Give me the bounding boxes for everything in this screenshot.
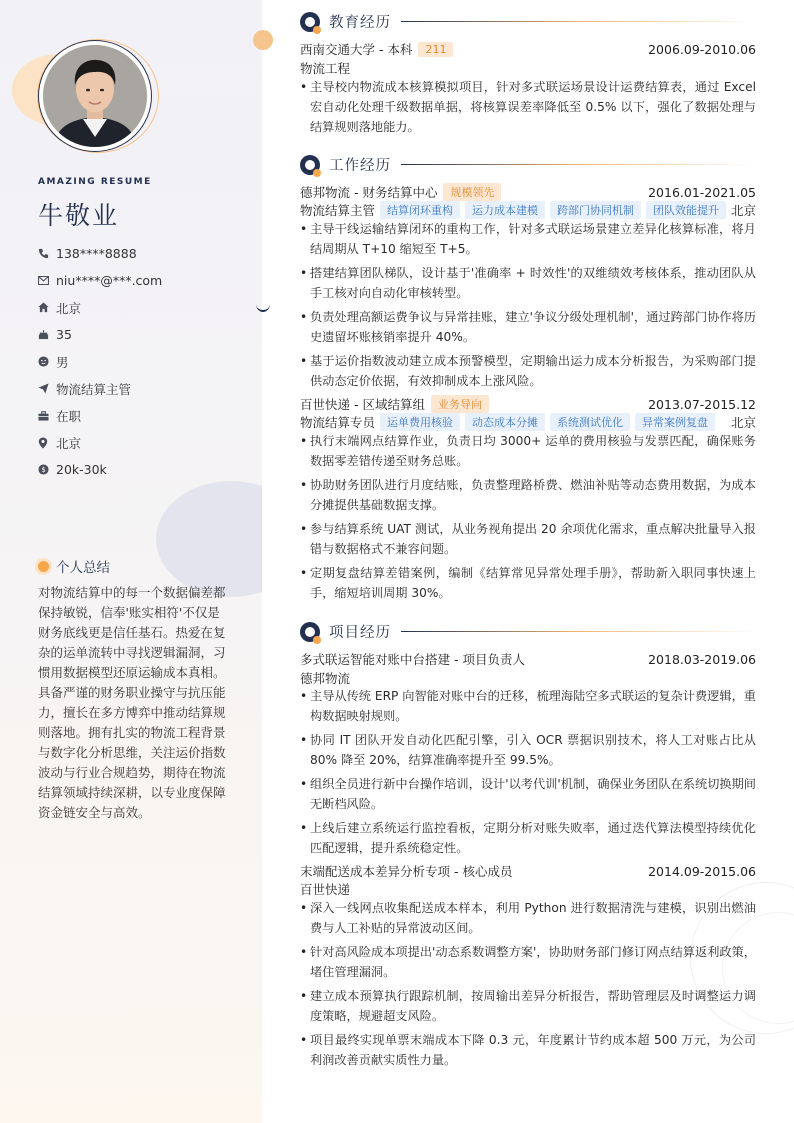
project-header [300,650,756,668]
info-status [38,402,248,429]
info-salary [38,456,248,483]
info-text: 物流结算主管 [56,381,132,397]
info-age [38,321,248,348]
mail-icon [38,276,56,285]
job-role: 物流结算专员 [300,415,376,430]
decorative-circle [253,30,273,50]
section-divider [401,21,756,22]
money-icon [38,464,56,475]
job-date: 2016.01-2021.05 [648,184,756,200]
info-text: 138****8888 [56,246,137,261]
list-item: • 针对高风险成本项提出'动态系数调整方案'，协助财务部门修订网点结算返利政策，堵住管理漏洞。 [300,942,756,982]
info-position [38,375,248,402]
section-title: 工作经历 [329,158,391,174]
summary-text: 对物流结算中的每一个数据偏差都保持敏锐，信奉'账实相符'不仅是财务底线更是信任基石。热爱在复杂的运单流转中寻找逻辑漏洞，习惯用数据模型还原运输成本真相。具备严谨的财务职业操守与抗压能力，擅长在多方博弈中推动结算规则落地。拥有扎实的物流工程背景与数字化分析思维，关注运价指数波动与行业合规趋势，期待在物流结算领域持续深耕，以专业度保障资金链安全与高效。 [38,585,226,820]
candidate-name: 牛敬业 [38,201,120,230]
list-item: • 搭建结算团队梯队，设计基于'准确率 + 时效性'的双维绩效考核体系，推动团队从手工核对向自动化审核转型。 [300,263,756,303]
phone-icon [38,248,56,259]
work-section-header [300,154,756,175]
avatar [38,40,152,152]
education-section-header [300,11,756,32]
job-role: 物流结算主管 [300,203,376,218]
section-title: 项目经历 [329,625,391,641]
list-item: • 负责处理高额运费争议与异常挂账，建立'争议分级处理机制'，通过跨部门协作将历史遗留坏账核销率提升 40%。 [300,307,756,347]
summary-heading [38,556,110,576]
project-org: 百世快递 [300,882,351,897]
skill-tag: 运力成本建模 [465,201,545,219]
profile-photo [43,45,147,147]
section-divider [401,164,756,165]
skill-tag: 结算闭环重构 [380,201,460,219]
company-badge: 业务导向 [431,395,489,413]
info-phone [38,240,248,267]
job-header [300,395,756,413]
skill-tag: 动态成本分摊 [465,413,545,431]
education-row [300,40,756,58]
info-home [38,294,248,321]
section-icon [300,12,320,32]
svg-text:$: $ [41,465,46,474]
skill-tag: 运单费用核验 [380,413,460,431]
job-date: 2013.07-2015.12 [648,396,756,412]
info-text: 20k-30k [56,462,107,477]
list-item: • 主导干线运输结算闭环的重构工作，针对多式联运场景建立差异化核算标准，将月结周期从 T+10 缩短至 T+5。 [300,219,756,259]
project-name: 多式联运智能对账中台搭建 - 项目负责人 [300,652,525,667]
company-name: 德邦物流 - 财务结算中心 [300,185,438,200]
job-role-row [300,201,756,219]
person-icon [38,356,56,367]
project-org: 德邦物流 [300,671,351,686]
send-icon [38,383,56,394]
info-text: 在职 [56,408,82,424]
skill-tag: 系统测试优化 [550,413,630,431]
job-bullets [300,431,756,607]
info-text: 北京 [56,300,82,316]
section-divider [401,631,756,632]
list-item: • 项目最终实现单票末端成本下降 0.3 元，年度累计节约成本超 500 万元，为公司利润改善贡献实质性力量。 [300,1030,756,1070]
skill-tag: 跨部门协同机制 [550,201,641,219]
info-email [38,267,248,294]
resume-eyebrow: AMAZING RESUME [38,177,152,187]
summary-title: 个人总结 [56,560,110,576]
project-header [300,862,756,880]
list-item: • 参与结算系统 UAT 测试，从业务视角提出 20 余项优化需求，重点解决批量导入报错与数据格式不兼容问题。 [300,519,756,559]
home-icon [38,302,56,313]
info-text: 男 [56,354,69,370]
info-text: 35 [56,327,72,342]
decorative-arc [256,296,270,312]
list-item: • 上线后建立系统运行监控看板，定期分析对账失败率，通过迭代算法模型持续优化匹配逻辑，提升系统稳定性。 [300,818,756,858]
section-icon [300,622,320,642]
info-gender [38,348,248,375]
section-title: 教育经历 [329,15,391,31]
list-item: • 主导从传统 ERP 向智能对账中台的迁移，梳理海陆空多式联运的复杂计费逻辑，重构数据映射规则。 [300,686,756,726]
list-item: • 执行末端网点结算作业，负责日均 3000+ 运单的费用核验与发票匹配，确保账务数据零差错传递至财务总账。 [300,431,756,471]
school-name: 西南交通大学 - 本科 [300,42,413,57]
list-item: • 建立成本预算执行跟踪机制，按周输出差异分析报告，帮助管理层及时调整运力调度策略，规避超支风险。 [300,986,756,1026]
job-bullets [300,219,756,395]
company-name: 百世快递 - 区域结算组 [300,397,425,412]
projects-section-header [300,621,756,642]
skill-tag: 异常案例复盘 [635,413,715,431]
dot-icon [38,561,49,572]
project-name: 末端配送成本差异分析专项 - 核心成员 [300,864,513,879]
company-badge: 规模领先 [443,183,501,201]
list-item: • 定期复盘结算差错案例，编制《结算常见异常处理手册》，帮助新入职同事快速上手，缩短培训周期 30%。 [300,563,756,603]
list-item: • 协助财务团队进行月度结账，负责整理路桥费、燃油补贴等动态费用数据，为成本分摊提供基础数据支撑。 [300,475,756,515]
job-city: 北京 [730,203,756,218]
list-item: • 基于运价指数波动建立成本预警模型，定期输出运力成本分析报告，为采购部门提供动态定价依据，有效抑制成本上涨风险。 [300,351,756,391]
education-date: 2006.09-2010.06 [648,41,756,57]
school-badge: 211 [418,42,453,57]
list-item: • 主导校内物流成本核算模拟项目，针对多式联运场景设计运费结算表，通过 Excel 宏自动化处理千级数据单据，将核算误差率降低至 0.5% 以下，强化了数据处理与结算规则落地能力。 [300,77,756,137]
project-bullets [300,898,756,1074]
location-pin-icon [38,437,56,449]
project-bullets [300,686,756,862]
job-city: 北京 [730,415,756,430]
project-date: 2014.09-2015.06 [648,863,756,879]
cake-icon [38,329,56,340]
info-text: niu****@***.com [56,273,163,288]
section-icon [300,155,320,175]
project-date: 2018.03-2019.06 [648,651,756,667]
skill-tag: 团队效能提升 [646,201,726,219]
info-text: 北京 [56,435,82,451]
list-item: • 组织全员进行新中台操作培训，设计'以考代训'机制，确保业务团队在系统切换期间无断档风险。 [300,774,756,814]
decorative-circle [156,481,262,597]
list-item: • 协同 IT 团队开发自动化匹配引擎，引入 OCR 票据识别技术，将人工对账占比从 80% 降至 20%，结算准确率提升至 99.5%。 [300,730,756,770]
job-header [300,183,756,201]
major: 物流工程 [300,61,351,76]
contact-info-list [38,240,248,483]
education-bullets [300,77,756,141]
briefcase-icon [38,411,56,421]
list-item: • 深入一线网点收集配送成本样本，利用 Python 进行数据清洗与建模，识别出燃油费与人工补贴的异常波动区间。 [300,898,756,938]
sidebar [0,0,262,1123]
job-role-row [300,413,756,431]
info-city [38,429,248,456]
